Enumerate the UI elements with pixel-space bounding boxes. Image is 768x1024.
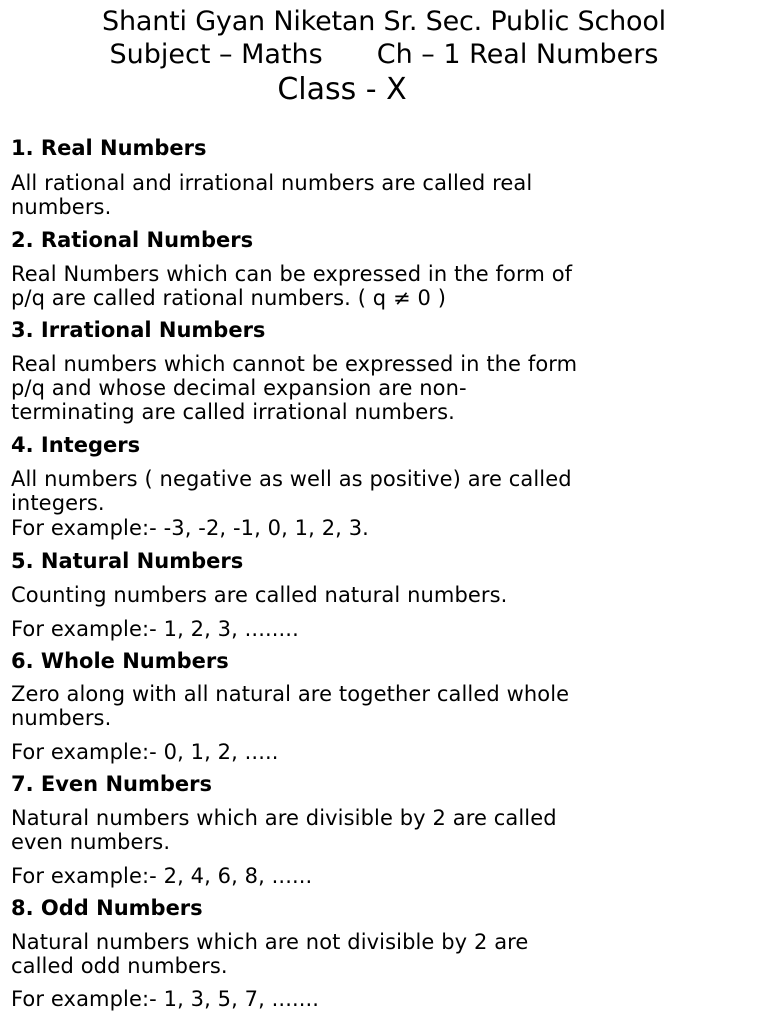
section-even-numbers-example: [11, 864, 761, 888]
section-heading: 1. Real Numbers: [11, 136, 207, 160]
section-irrational-numbers-text: [11, 352, 761, 424]
section-definition: Zero along with all natural are together called whole numbers.: [11, 682, 570, 730]
section-rational-numbers: [11, 228, 761, 252]
school-name: Shanti Gyan Niketan Sr. Sec. Public School: [102, 6, 666, 37]
section-whole-numbers: [11, 649, 761, 673]
section-even-numbers-text: [11, 806, 761, 854]
subject-label: Subject – Maths: [109, 39, 323, 70]
section-natural-numbers-text: [11, 583, 761, 607]
section-rational-numbers-text: [11, 262, 761, 310]
section-definition: Natural numbers which are divisible by 2 are called even numbers.: [11, 806, 557, 854]
section-real-numbers: [11, 136, 761, 160]
section-odd-numbers: [11, 896, 761, 920]
section-irrational-numbers: [11, 318, 761, 342]
section-natural-numbers-example: [11, 617, 761, 641]
section-whole-numbers-example: [11, 740, 761, 764]
section-heading: 8. Odd Numbers: [11, 896, 203, 920]
section-heading: 6. Whole Numbers: [11, 649, 229, 673]
section-even-numbers: [11, 772, 761, 796]
section-real-numbers-text: [11, 171, 761, 219]
section-example: For example:- 1, 2, 3, ........: [11, 617, 299, 641]
section-heading: 3. Irrational Numbers: [11, 318, 266, 342]
section-definition: Real Numbers which can be expressed in the form of p/q are called rational numbers. ( q ≠ 0 ): [11, 262, 573, 310]
section-heading: 5. Natural Numbers: [11, 549, 244, 573]
section-odd-numbers-text: [11, 930, 761, 978]
class-label: Class - X: [277, 72, 407, 107]
section-natural-numbers: [11, 549, 761, 573]
section-example: For example:- 1, 3, 5, 7, .......: [11, 987, 320, 1011]
section-heading: 7. Even Numbers: [11, 772, 212, 796]
section-integers-text: [11, 467, 761, 515]
section-integers: [11, 433, 761, 457]
section-example: For example:- 0, 1, 2, .....: [11, 740, 279, 764]
section-definition: Counting numbers are called natural numbers.: [11, 583, 508, 607]
section-integers-example: [11, 516, 761, 540]
section-example: For example:- -3, -2, -1, 0, 1, 2, 3.: [11, 516, 369, 540]
section-heading: 2. Rational Numbers: [11, 228, 254, 252]
section-heading: 4. Integers: [11, 433, 141, 457]
section-definition: All rational and irrational numbers are called real numbers.: [11, 171, 533, 219]
section-odd-numbers-example: [11, 987, 761, 1011]
section-definition: Natural numbers which are not divisible by 2 are called odd numbers.: [11, 930, 529, 978]
section-whole-numbers-text: [11, 682, 761, 730]
chapter-label: Ch – 1 Real Numbers: [376, 39, 659, 70]
section-definition: All numbers ( negative as well as positive) are called integers.: [11, 467, 572, 515]
section-definition: Real numbers which cannot be expressed in the form p/q and whose decimal expansion are non- terminating are called irrational numbers.: [11, 352, 578, 424]
subject-chapter-line: [0, 39, 768, 70]
section-example: For example:- 2, 4, 6, 8, ......: [11, 864, 313, 888]
